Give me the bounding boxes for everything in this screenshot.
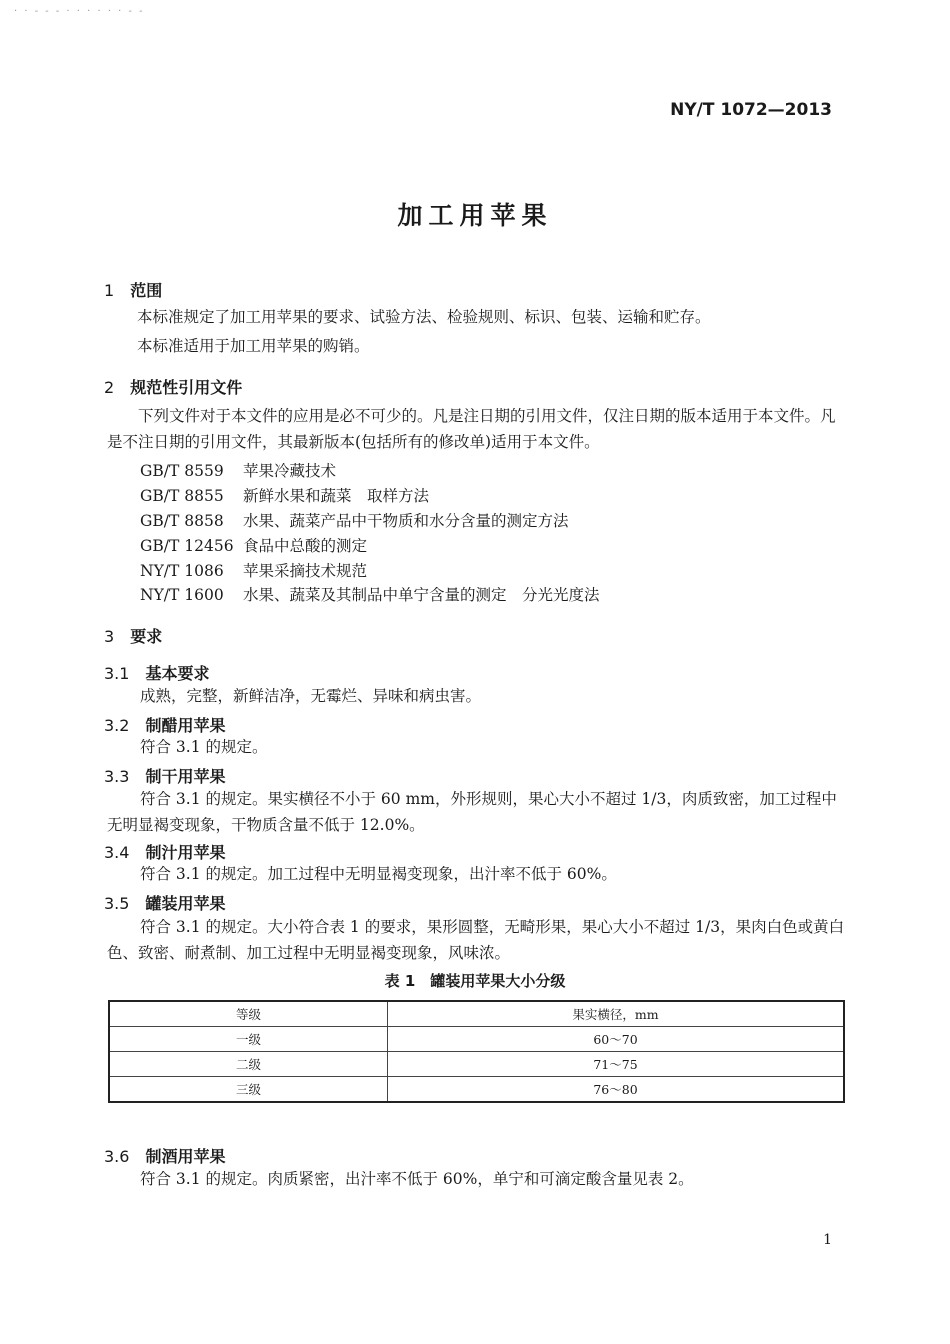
reference-code: NY/T 1600 <box>140 586 224 604</box>
section-title: 规范性引用文件 <box>130 378 243 397</box>
table-cell: 三级 <box>109 1077 388 1103</box>
table-cell: 二级 <box>109 1052 388 1077</box>
paragraph: 符合 3.1 的规定。肉质紧密，出汁率不低于 60%，单宁和可滴定酸含量见表 2。 <box>140 1170 694 1188</box>
section-title: 要求 <box>130 627 163 646</box>
paragraph: 成熟，完整，新鲜洁净，无霉烂、异味和病虫害。 <box>140 687 482 705</box>
table-row <box>109 1077 844 1103</box>
paragraph: 符合 3.1 的规定。果实横径不小于 60 mm，外形规则，果心大小不超过 1/3，肉质致密，加工过程中无明显褐变现象，干物质含量不低于 12.0%。 <box>107 790 837 834</box>
reference-item <box>140 484 429 506</box>
table-row <box>109 1052 844 1077</box>
reference-code: GB/T 8559 <box>140 462 224 480</box>
column-header: 等级 <box>109 1001 388 1027</box>
reference-title: 水果、蔬菜及其制品中单宁含量的测定 分光光度法 <box>243 586 600 604</box>
reference-item <box>140 534 367 556</box>
table-cell: 60～70 <box>388 1027 845 1052</box>
reference-title: 水果、蔬菜产品中干物质和水分含量的测定方法 <box>243 512 569 530</box>
reference-title: 苹果采摘技术规范 <box>243 562 368 580</box>
paragraph: 符合 3.1 的规定。大小符合表 1 的要求，果形圆整，无畸形果，果心大小不超过 1/3，果肉白色或黄白色、致密、耐煮制、加工过程中无明显褐变现象，风味浓。 <box>107 918 845 962</box>
subsection-number: 3.5 <box>104 894 130 913</box>
section-number: 2 <box>104 378 115 397</box>
section-3-heading <box>104 624 162 647</box>
scan-artifact: · · - - - · · · · · · - - <box>14 6 145 17</box>
section-number: 1 <box>104 281 115 300</box>
subsection-title: 罐装用苹果 <box>145 894 226 913</box>
table-cell: 71～75 <box>388 1052 845 1077</box>
reference-title: 食品中总酸的测定 <box>243 537 368 555</box>
table-caption: 表 1 罐装用苹果大小分级 <box>384 972 566 990</box>
reference-item <box>140 509 569 531</box>
subsection-3-1-heading <box>104 661 209 684</box>
page-number: 1 <box>823 1232 832 1248</box>
section-title: 范围 <box>130 281 163 300</box>
subsection-title: 制醋用苹果 <box>145 716 226 735</box>
table-row <box>109 1027 844 1052</box>
table-cell: 76～80 <box>388 1077 845 1103</box>
document-title: 加工用苹果 <box>397 201 553 230</box>
section-2-heading <box>104 375 242 398</box>
subsection-title: 基本要求 <box>145 664 210 683</box>
reference-code: NY/T 1086 <box>140 562 224 580</box>
table-header-row <box>109 1001 844 1027</box>
paragraph: 本标准适用于加工用苹果的购销。 <box>137 337 370 355</box>
paragraph: 符合 3.1 的规定。 <box>140 738 268 756</box>
subsection-number: 3.1 <box>104 664 130 683</box>
reference-code: GB/T 12456 <box>140 537 234 555</box>
subsection-number: 3.2 <box>104 716 130 735</box>
reference-code: GB/T 8855 <box>140 487 224 505</box>
subsection-number: 3.4 <box>104 843 130 862</box>
reference-item <box>140 583 600 605</box>
reference-code: GB/T 8858 <box>140 512 224 530</box>
standard-number: NY/T 1072—2013 <box>670 100 832 120</box>
subsection-3-3-heading <box>104 764 225 787</box>
reference-title: 苹果冷藏技术 <box>243 462 337 480</box>
subsection-title: 制汁用苹果 <box>145 843 226 862</box>
reference-item <box>140 459 336 481</box>
subsection-title: 制酒用苹果 <box>145 1147 226 1166</box>
size-grade-table <box>108 1000 845 1103</box>
subsection-title: 制干用苹果 <box>145 767 226 786</box>
subsection-3-5-heading <box>104 891 225 914</box>
paragraph: 下列文件对于本文件的应用是必不可少的。凡是注日期的引用文件，仅注日期的版本适用于本文件。凡是不注日期的引用文件，其最新版本(包括所有的修改单)适用于本文件。 <box>107 407 836 451</box>
paragraph: 本标准规定了加工用苹果的要求、试验方法、检验规则、标识、包装、运输和贮存。 <box>137 308 711 326</box>
section-number: 3 <box>104 627 115 646</box>
subsection-number: 3.6 <box>104 1147 130 1166</box>
subsection-3-4-heading <box>104 840 225 863</box>
column-header: 果实横径，mm <box>388 1001 845 1027</box>
subsection-3-6-heading <box>104 1144 225 1167</box>
table-cell: 一级 <box>109 1027 388 1052</box>
subsection-number: 3.3 <box>104 767 130 786</box>
paragraph: 符合 3.1 的规定。加工过程中无明显褐变现象，出汁率不低于 60%。 <box>140 865 617 883</box>
subsection-3-2-heading <box>104 713 225 736</box>
reference-item <box>140 559 367 581</box>
reference-title: 新鲜水果和蔬菜 取样方法 <box>243 487 430 505</box>
section-1-heading <box>104 278 162 301</box>
